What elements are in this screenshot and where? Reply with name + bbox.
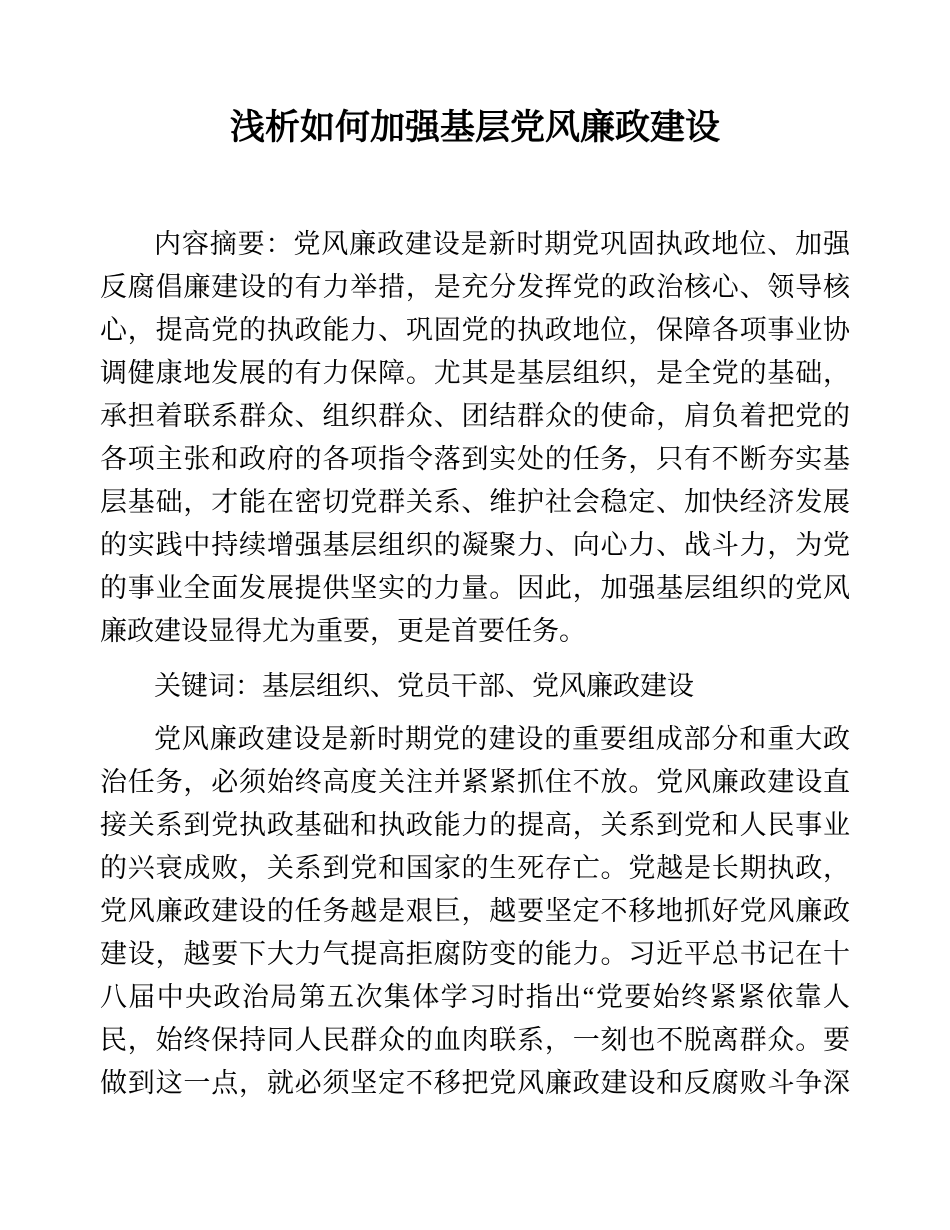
text-line: 的事业全面发展提供坚实的力量。因此，加强基层组织的党风 [100, 573, 850, 603]
document-title: 浅析如何加强基层党风廉政建设 [229, 108, 720, 147]
text-line: 各项主张和政府的各项指令落到实处的任务，只有不断夯实基 [100, 444, 850, 474]
text-line: 的实践中持续增强基层组织的凝聚力、向心力、战斗力，为党 [100, 530, 850, 560]
text-line: 治任务，必须始终高度关注并紧紧抓住不放。党风廉政建设直 [100, 767, 850, 797]
paragraph-abstract [100, 223, 850, 653]
paragraph-keywords [100, 665, 850, 708]
text-line: 八届中央政治局第五次集体学习时指出“党要始终紧紧依靠人 [100, 982, 850, 1012]
text-line: 民，始终保持同人民群众的血肉联系，一刻也不脱离群众。要 [100, 1025, 850, 1055]
text-line: 内容摘要：党风廉政建设是新时期党巩固执政地位、加强 [154, 229, 850, 259]
text-line: 的兴衰成败，关系到党和国家的生死存亡。党越是长期执政， [100, 853, 850, 883]
text-line: 接关系到党执政基础和执政能力的提高，关系到党和人民事业 [100, 810, 850, 840]
text-line: 承担着联系群众、组织群众、团结群众的使命，肩负着把党的 [100, 401, 850, 431]
paragraph-body [100, 718, 850, 1105]
text-line: 做到这一点，就必须坚定不移把党风廉政建设和反腐败斗争深 [100, 1068, 850, 1098]
text-line: 廉政建设显得尤为重要，更是首要任务。 [100, 616, 586, 646]
text-line: 党风廉政建设是新时期党的建设的重要组成部分和重大政 [154, 724, 850, 754]
document-paragraphs [100, 223, 850, 1105]
text-line: 反腐倡廉建设的有力举措，是充分发挥党的政治核心、领导核 [100, 272, 850, 302]
text-line: 调健康地发展的有力保障。尤其是基层组织，是全党的基础， [100, 358, 850, 388]
text-line: 心，提高党的执政能力、巩固党的执政地位，保障各项事业协 [100, 315, 850, 345]
text-line: 建设，越要下大力气提高拒腐防变的能力。习近平总书记在十 [100, 939, 850, 969]
text-line: 层基础，才能在密切党群关系、维护社会稳定、加快经济发展 [100, 487, 850, 517]
text-line: 党风廉政建设的任务越是艰巨，越要坚定不移地抓好党风廉政 [100, 896, 850, 926]
text-line: 关键词：基层组织、党员干部、党风廉政建设 [154, 671, 694, 701]
